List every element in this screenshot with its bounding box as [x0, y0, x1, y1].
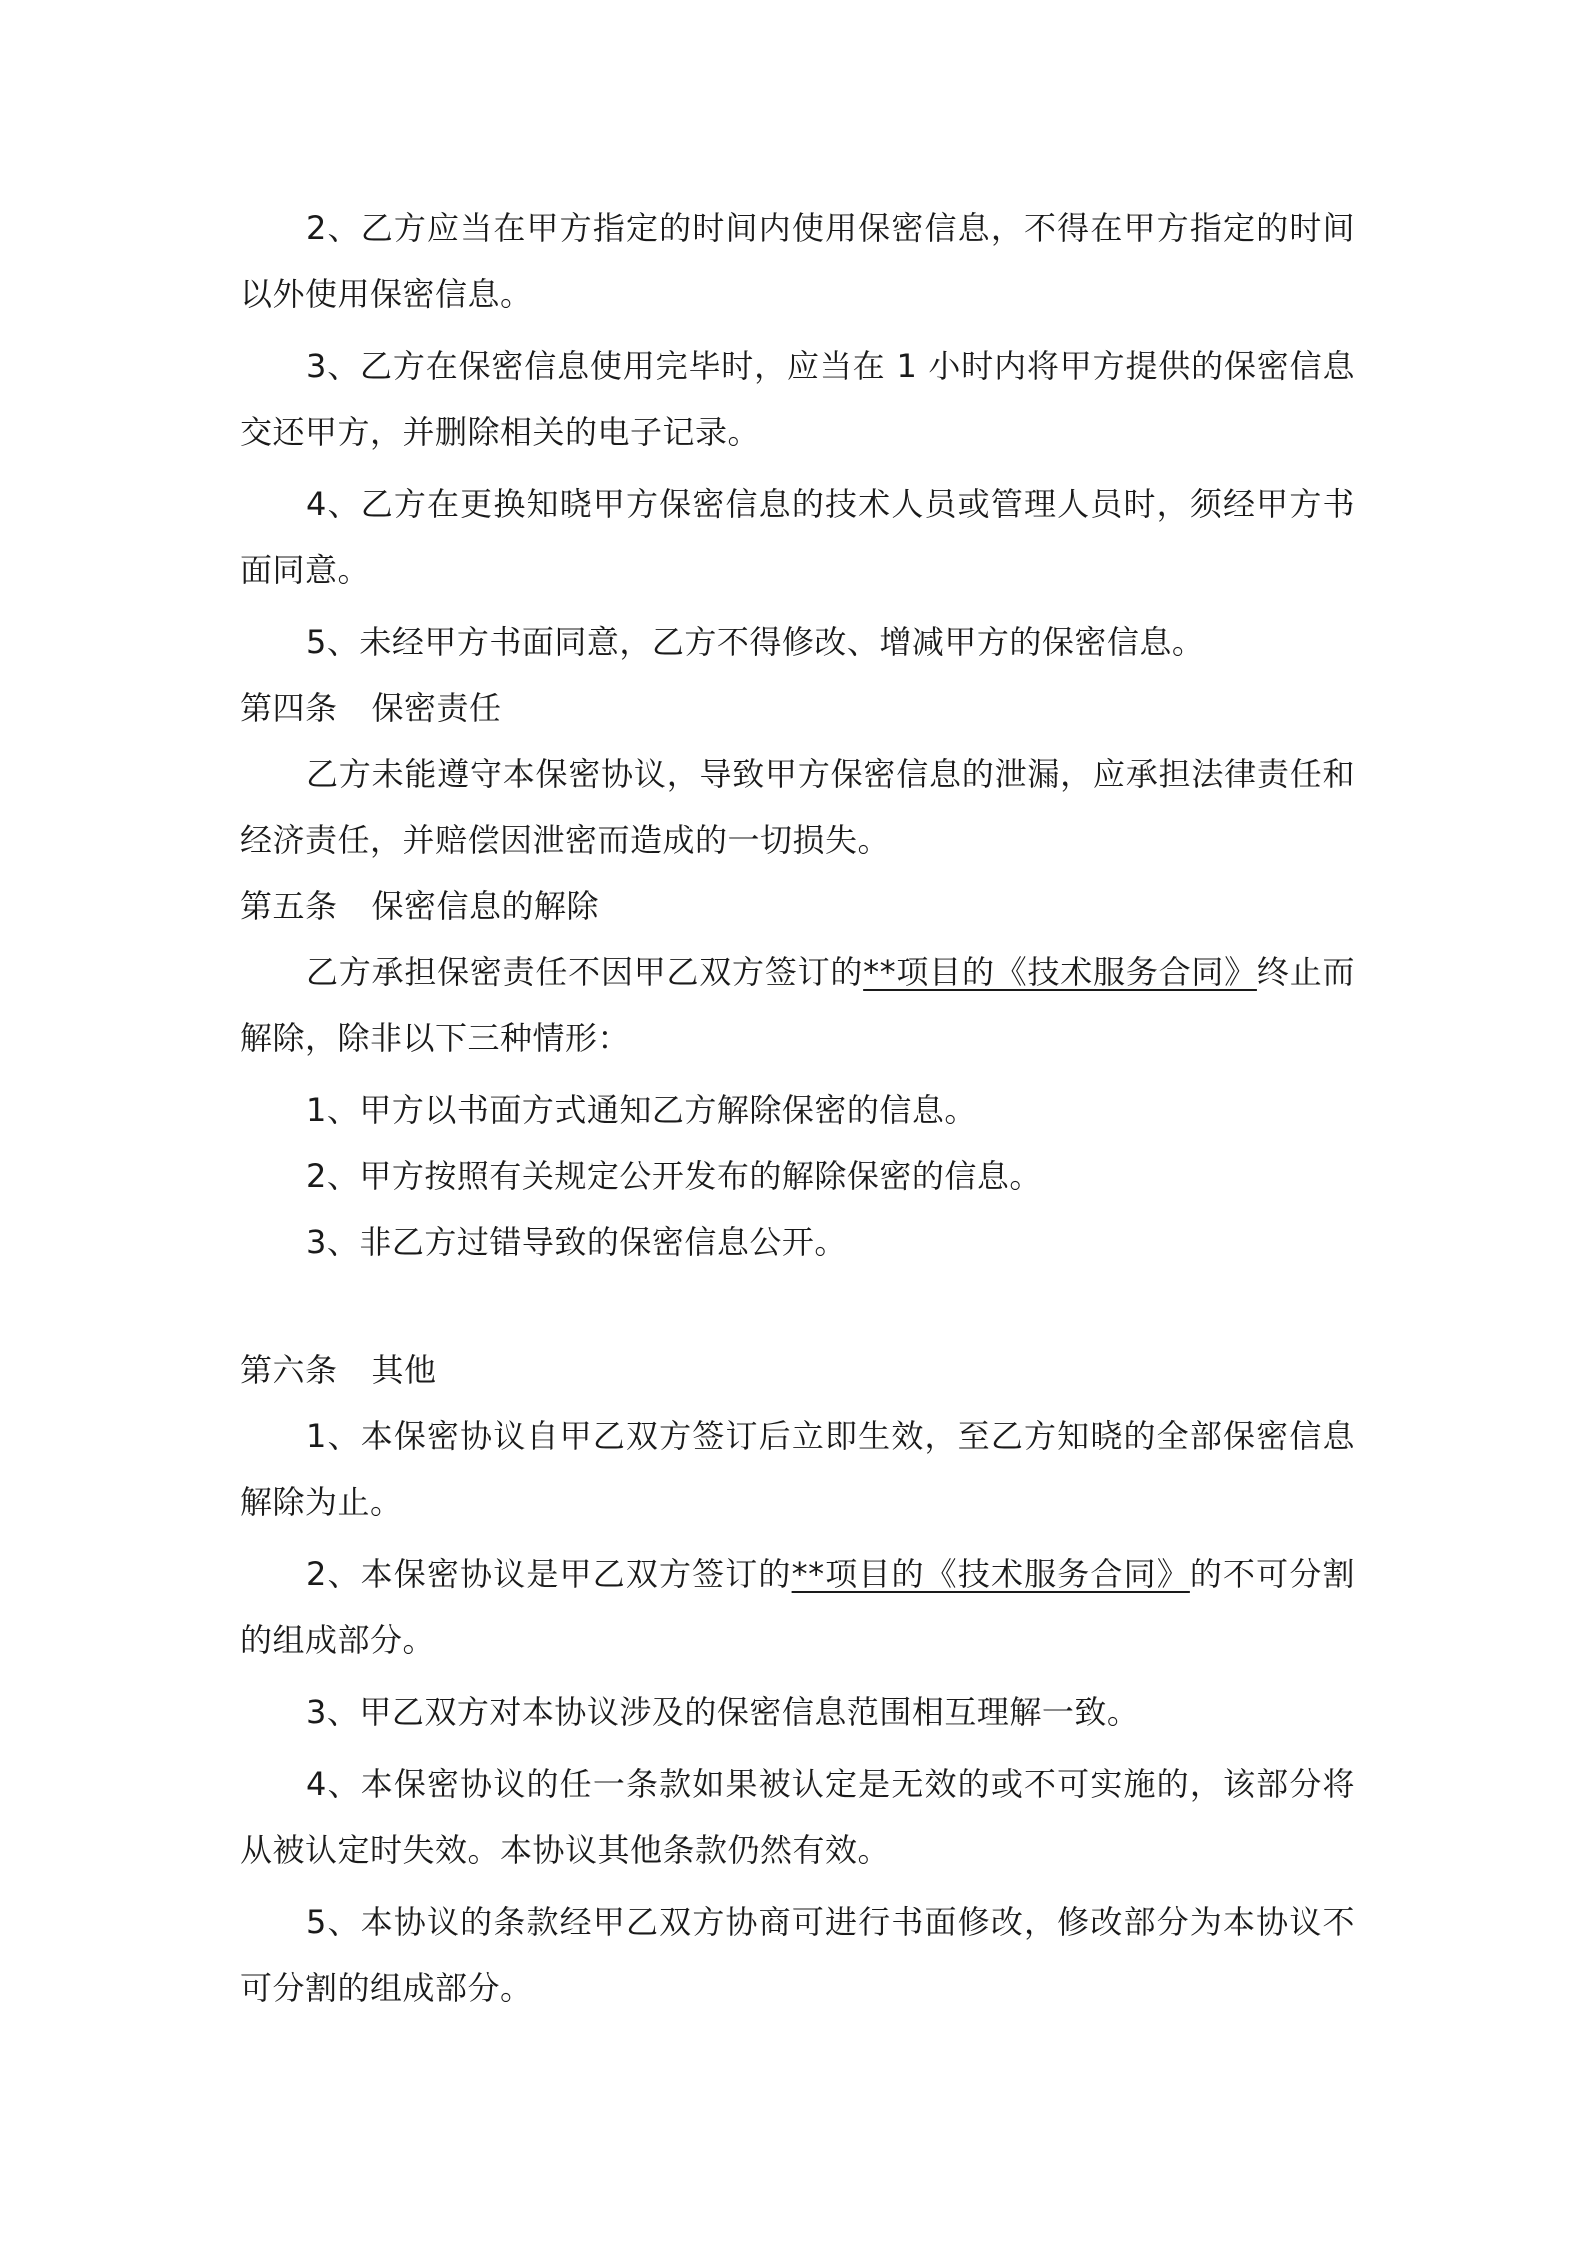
section-number: 第六条: [240, 1351, 338, 1389]
section-title: 其他: [371, 1351, 437, 1389]
clause-3-item-2: 2、乙方应当在甲方指定的时间内使用保密信息，不得在甲方指定的时间以外使用保密信息。: [240, 209, 1355, 313]
clause-5-item-2: 2、甲方按照有关规定公开发布的解除保密的信息。: [306, 1157, 1042, 1195]
contract-reference: **项目的《技术服务合同》: [863, 953, 1257, 991]
clause-5-item-3: 3、非乙方过错导致的保密信息公开。: [306, 1223, 847, 1261]
section-number: 第四条: [240, 689, 338, 727]
text-before: 2、本保密协议是甲乙双方签订的: [306, 1555, 792, 1593]
text-after: 的不可分割的组成部分。: [240, 1555, 1355, 1659]
text-before: 乙方承担保密责任不因甲乙双方签订的: [306, 953, 864, 991]
text-after: 终止而解除，除非以下三种情形：: [240, 953, 1355, 1057]
document-body: [240, 195, 1355, 2021]
section-title: 保密责任: [371, 689, 502, 727]
clause-3-item-4: 4、乙方在更换知晓甲方保密信息的技术人员或管理人员时，须经甲方书面同意。: [240, 485, 1355, 589]
clause-6-item-4: 4、本保密协议的任一条款如果被认定是无效的或不可实施的，该部分将从被认定时失效。本协议其他条款仍然有效。: [240, 1765, 1355, 1869]
clause-3-item-3: 3、乙方在保密信息使用完毕时，应当在 1 小时内将甲方提供的保密信息交还甲方，并删除相关的电子记录。: [240, 347, 1355, 451]
clause-4-text: 乙方未能遵守本保密协议，导致甲方保密信息的泄漏，应承担法律责任和经济责任，并赔偿因泄密而造成的一切损失。: [240, 755, 1355, 859]
clause-5-text: [240, 939, 1355, 1071]
section-title: 保密信息的解除: [371, 887, 600, 925]
clause-6-item-1: 1、本保密协议自甲乙双方签订后立即生效，至乙方知晓的全部保密信息解除为止。: [240, 1417, 1355, 1521]
clause-6-item-3: 3、甲乙双方对本协议涉及的保密信息范围相互理解一致。: [306, 1693, 1140, 1731]
section-heading-5: [240, 873, 1355, 939]
clause-3-item-5: 5、未经甲方书面同意，乙方不得修改、增减甲方的保密信息。: [306, 623, 1205, 661]
section-number: 第五条: [240, 887, 338, 925]
section-heading-4: [240, 675, 1355, 741]
contract-reference: **项目的《技术服务合同》: [791, 1555, 1190, 1593]
clause-6-item-5: 5、本协议的条款经甲乙双方协商可进行书面修改，修改部分为本协议不可分割的组成部分。: [240, 1903, 1355, 2007]
section-heading-6: [240, 1337, 1355, 1403]
clause-5-item-1: 1、甲方以书面方式通知乙方解除保密的信息。: [306, 1091, 977, 1129]
clause-6-item-2: [240, 1541, 1355, 1673]
